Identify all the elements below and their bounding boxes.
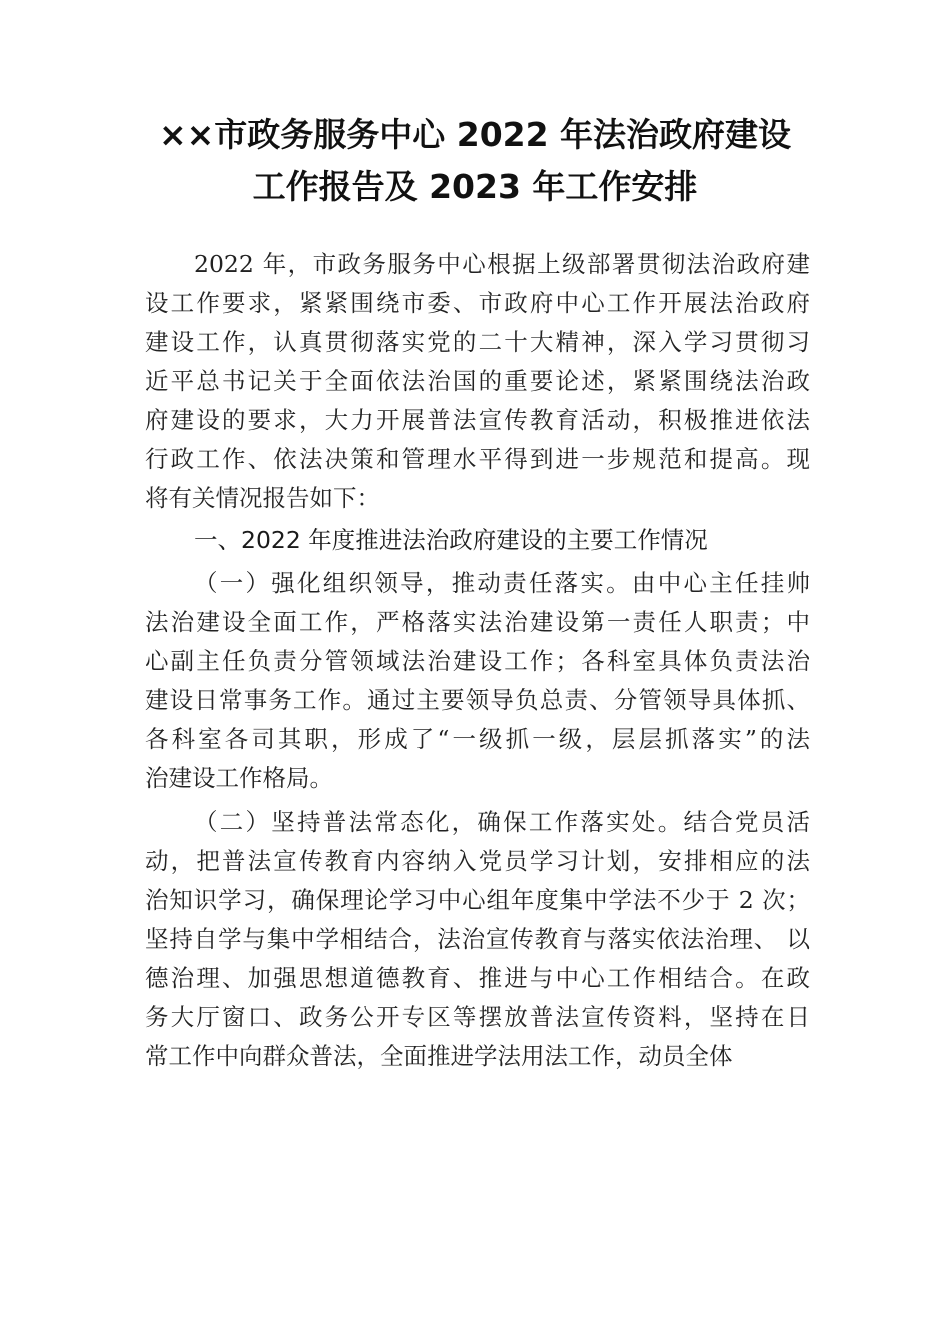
paragraph-2-line-2: 法治建设全面工作，严格落实法治建设第一责任人职责；中 [145, 608, 810, 636]
paragraph-2-line-1: （一）强化组织领导，推动责任落实。由中心主任挂帅 [194, 569, 810, 597]
section-1-heading: 一、2022 年度推进法治政府建设的主要工作情况 [194, 526, 708, 554]
paragraph-2-line-5: 各科室各司其职，形成了“一级抓一级，层层抓落实”的法 [145, 725, 810, 753]
paragraph-3-line-6: 务大厅窗口、政务公开专区等摆放普法宣传资料，坚持在日 [145, 1003, 810, 1031]
paragraph-3-line-5: 德治理、加强思想道德教育、推进与中心工作相结合。在政 [145, 964, 810, 992]
document-title-line-2: 工作报告及 2023 年工作安排 [252, 167, 698, 206]
paragraph-1-line-5: 府建设的要求，大力开展普法宣传教育活动，积极推进依法 [145, 406, 810, 434]
paragraph-2-line-3: 心副主任负责分管领域法治建设工作；各科室具体负责法治 [145, 647, 810, 675]
paragraph-1-line-7: 将有关情况报告如下： [145, 484, 380, 512]
paragraph-1-line-6: 行政工作、依法决策和管理水平得到进一步规范和提高。现 [145, 445, 810, 473]
paragraph-3-line-2: 动，把普法宣传教育内容纳入党员学习计划，安排相应的法 [145, 847, 810, 875]
paragraph-3-line-7: 常工作中向群众普法，全面推进学法用法工作，动员全体 [145, 1042, 733, 1070]
paragraph-1-line-1: 2022 年，市政务服务中心根据上级部署贯彻法治政府建 [194, 250, 810, 278]
paragraph-1-line-2: 设工作要求，紧紧围绕市委、市政府中心工作开展法治政府 [145, 289, 810, 317]
paragraph-3-line-4: 坚持自学与集中学相结合，法治宣传教育与落实依法治理、 以 [145, 925, 810, 953]
paragraph-2-line-4: 建设日常事务工作。通过主要领导负总责、分管领导具体抓、 [145, 686, 810, 714]
paragraph-1-line-3: 建设工作，认真贯彻落实党的二十大精神，深入学习贯彻习 [145, 328, 810, 356]
paragraph-2-line-6: 治建设工作格局。 [145, 764, 333, 792]
paragraph-1-line-4: 近平总书记关于全面依法治国的重要论述，紧紧围绕法治政 [145, 367, 810, 395]
paragraph-3-line-1: （二）坚持普法常态化，确保工作落实处。结合党员活 [194, 808, 810, 836]
document-title-line-1: ××市政务服务中心 2022 年法治政府建设 [158, 115, 792, 154]
paragraph-3-line-3: 治知识学习，确保理论学习中心组年度集中学法不少于 2 次； [145, 886, 810, 914]
